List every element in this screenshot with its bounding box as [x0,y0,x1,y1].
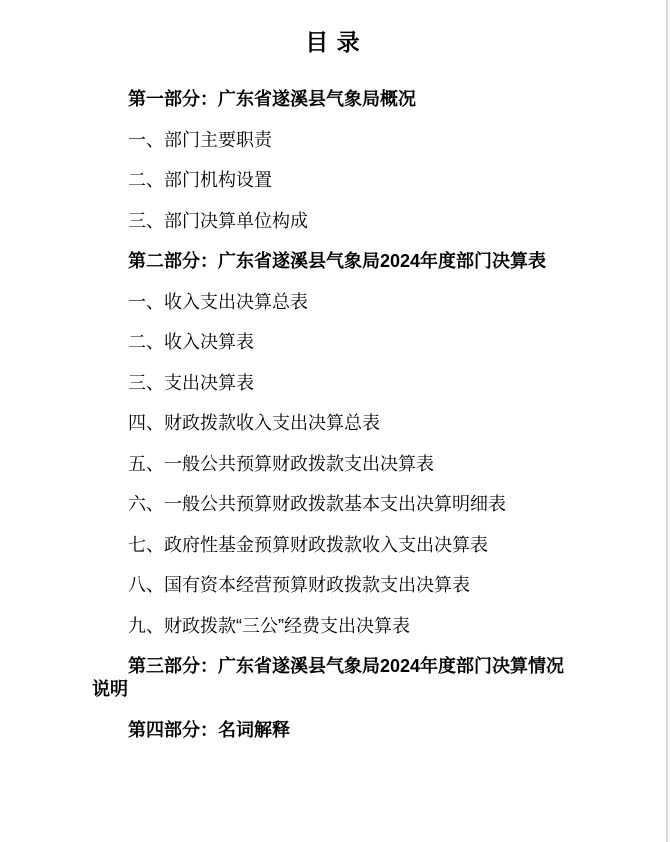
toc-item: 五、一般公共预算财政拨款支出决算表 [128,453,434,474]
toc-item: 三、部门决算单位构成 [128,210,308,231]
toc-item: 二、部门机构设置 [128,170,272,190]
toc-title: 目 录 [305,29,361,55]
toc-item: 四、财政拨款收入支出决算总表 [128,413,380,433]
toc-section-heading: 第三部分：广东省遂溪县气象局2024年度部门决算情况说明 [92,656,565,699]
toc-item: 七、政府性基金预算财政拨款收入支出决算表 [128,534,488,555]
toc-item: 八、国有资本经营预算财政拨款支出决算表 [128,575,470,595]
toc-section-heading: 第四部分：名词解释 [128,719,290,740]
toc-item: 六、一般公共预算财政拨款基本支出决算明细表 [128,494,506,514]
toc-section-heading: 第一部分：广东省遂溪县气象局概况 [128,89,416,109]
toc-item: 三、支出决算表 [128,372,254,393]
toc-item: 一、收入支出决算总表 [128,291,308,312]
toc-list [92,88,574,742]
toc-section-heading: 第二部分：广东省遂溪县气象局2024年度部门决算表 [128,251,547,271]
toc-item: 二、收入决算表 [128,332,254,352]
toc-item: 九、财政拨款“三公”经费支出决算表 [128,615,410,636]
toc-item: 一、部门主要职责 [128,129,272,150]
